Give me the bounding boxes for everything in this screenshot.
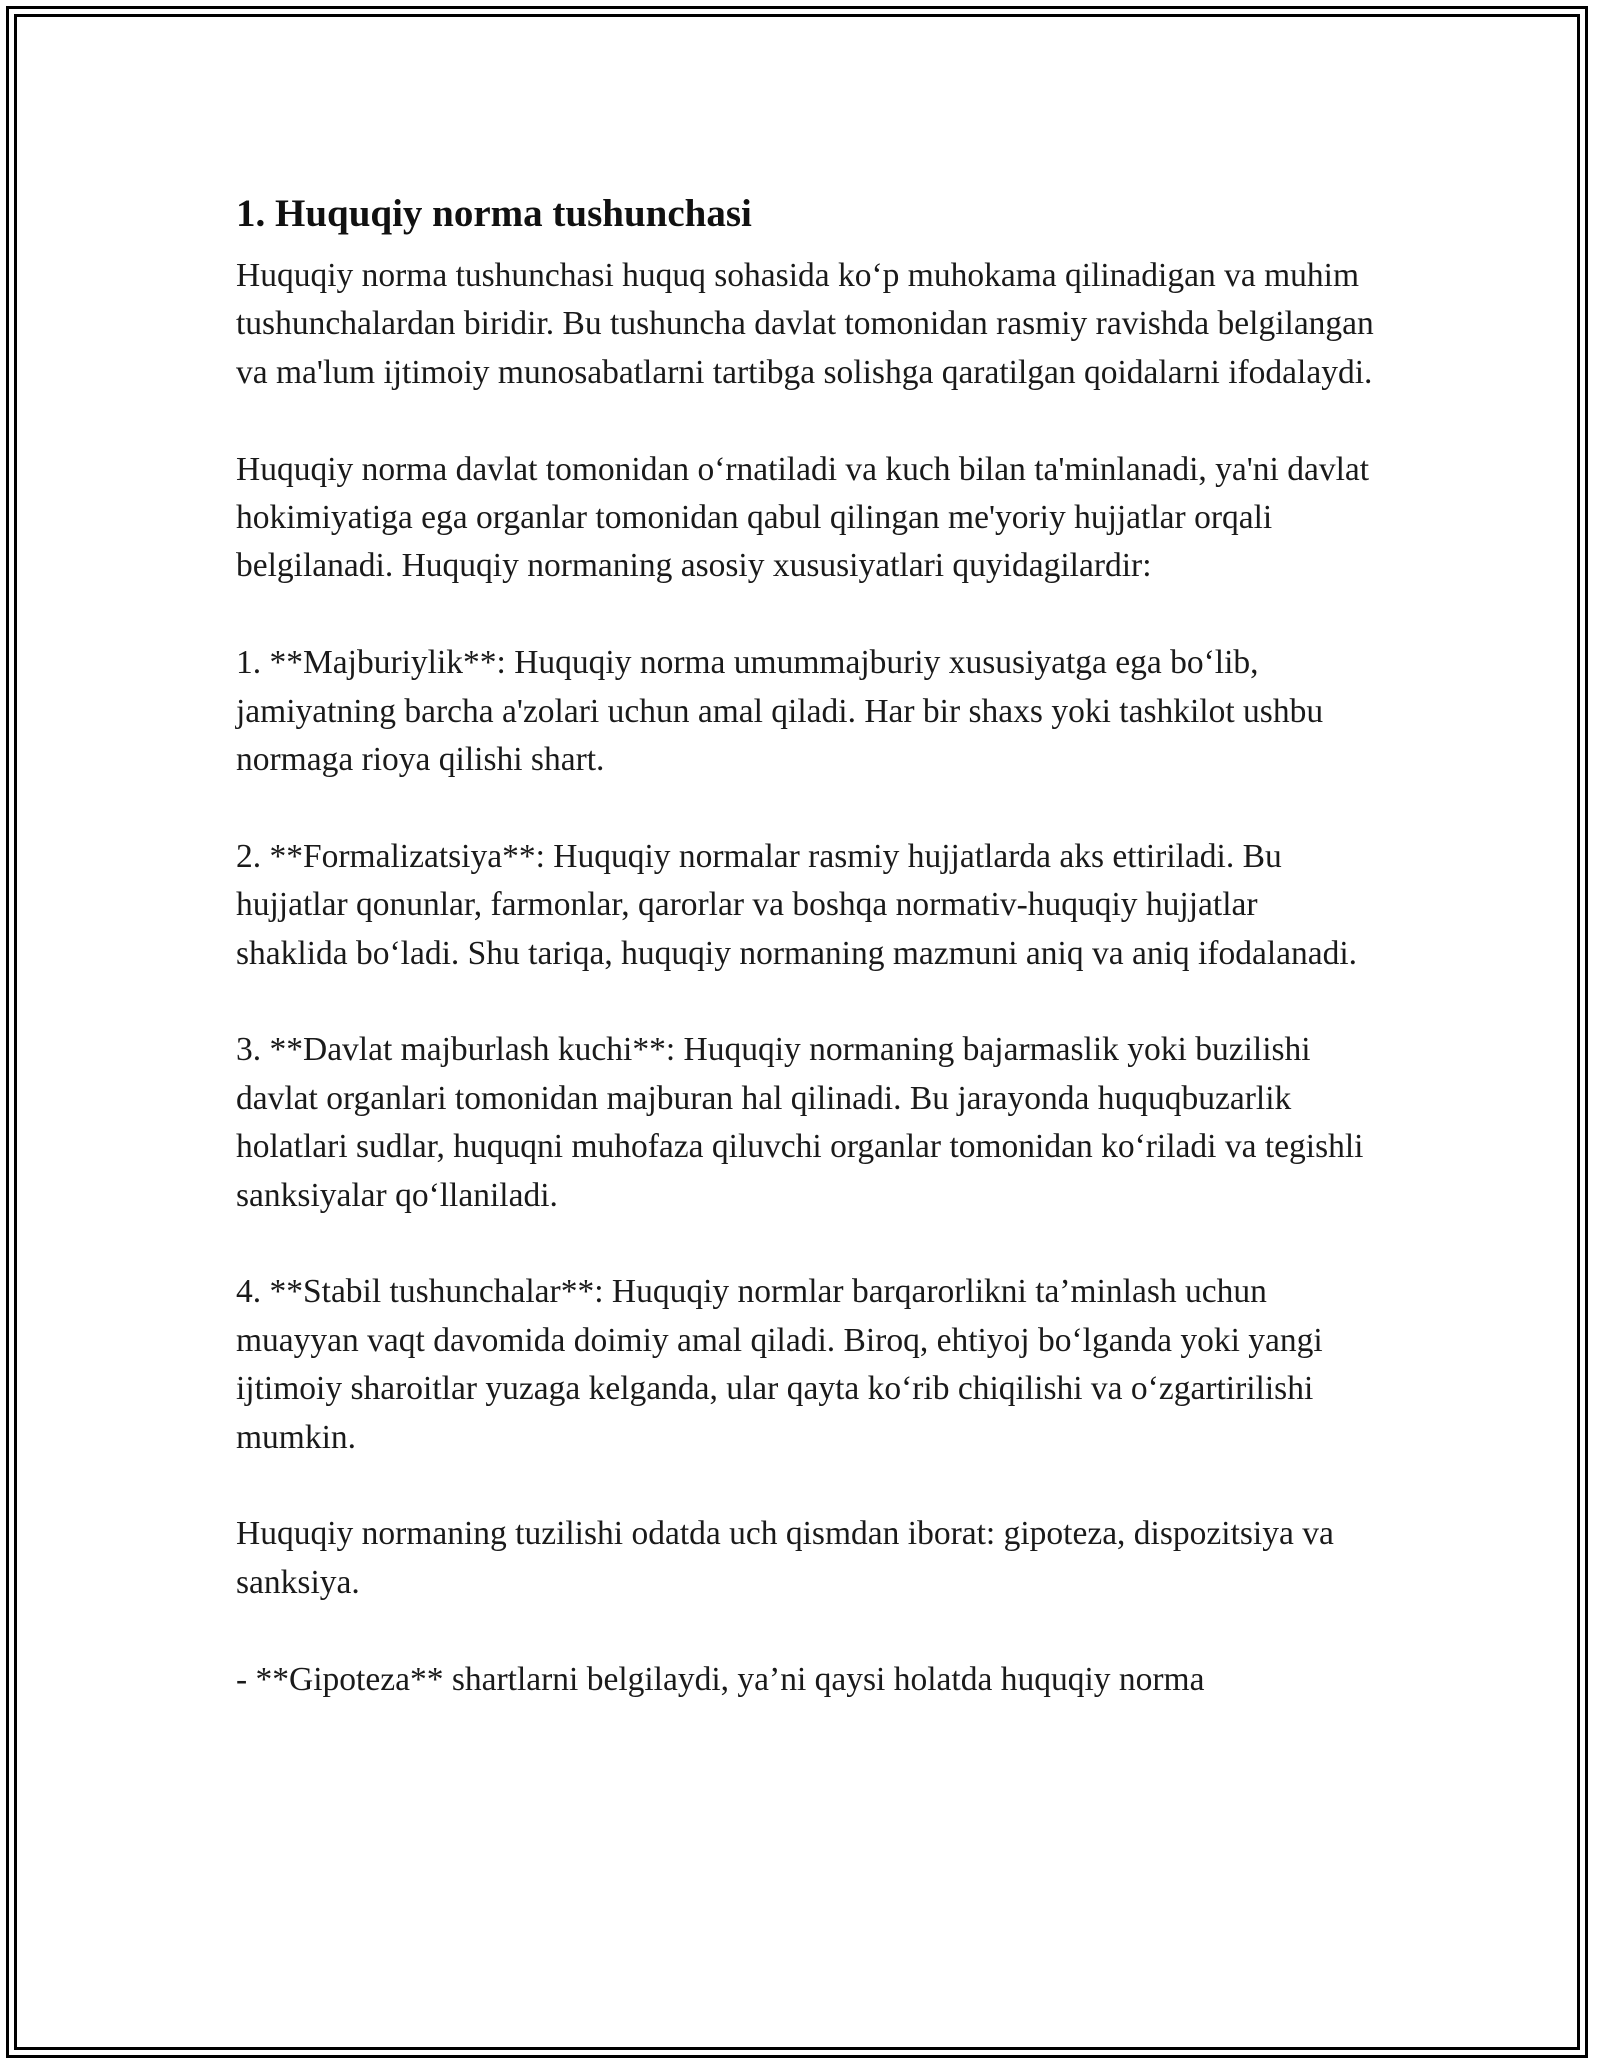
document-body (236, 188, 1376, 1704)
paragraph-features-lead: Huquqiy norma davlat tomonidan o‘rnatiladi va kuch bilan ta'minlanadi, ya'ni davlat hokimiyatiga ega organlar tomonidan qabul qilingan me'yoriy hujjatlar orqali belgilanadi. Huquqiy normaning asosiy xususiyatlari quyidagilardir: (236, 450, 1370, 585)
paragraph-structure: Huquqiy normaning tuzilishi odatda uch qismdan iborat: gipoteza, dispozitsiya va sanksiya. (236, 1515, 1334, 1601)
paragraph-intro: Huquqiy norma tushunchasi huquq sohasida ko‘p muhokama qilinadigan va muhim tushunchalardan biridir. Bu tushuncha davlat tomonidan rasmiy ravishda belgilangan va ma'lum ijtimoiy munosabatlarni tartibga solishga qaratilgan qoidalarni ifodalaydi. (236, 257, 1374, 391)
paragraph-gipoteza: - **Gipoteza** shartlarni belgilaydi, ya’ni qaysi holatda huquqiy norma (236, 1660, 1205, 1698)
list-item-formalizatsiya: 2. **Formalizatsiya**: Huquqiy normalar rasmiy hujjatlarda aks ettiriladi. Bu hujjatlar qonunlar, farmonlar, qarorlar va boshqa normativ-huquqiy hujjatlar shaklida bo‘ladi. Shu tariqa, huquqiy normaning mazmuni aniq va aniq ifodalanadi. (236, 837, 1358, 972)
list-item-davlat-majburlash: 3. **Davlat majburlash kuchi**: Huquqiy normaning bajarmaslik yoki buzilishi davlat organlari tomonidan majburan hal qilinadi. Bu jarayonda huquqbuzarlik holatlari sudlar, huquqni muhofaza qiluvchi organlar tomonidan ko‘riladi va tegishli sanksiyalar qo‘llaniladi. (236, 1031, 1364, 1214)
section-heading: 1. Huquqiy norma tushunchasi (236, 192, 752, 235)
list-item-stabil: 4. **Stabil tushunchalar**: Huquqiy normlar barqarorlikni ta’minlash uchun muayyan vaqt davomida doimiy amal qiladi. Biroq, ehtiyoj bo‘lganda yoki yangi ijtimoiy sharoitlar yuzaga kelganda, ular qayta ko‘rib chiqilishi va o‘zgartirilishi mumkin. (236, 1273, 1323, 1456)
list-item-majburiylik: 1. **Majburiylik**: Huquqiy norma umummajburiy xususiyatga ega bo‘lib, jamiyatning barcha a'zolari uchun amal qiladi. Har bir shaxs yoki tashkilot ushbu normaga rioya qilishi shart. (236, 644, 1324, 779)
